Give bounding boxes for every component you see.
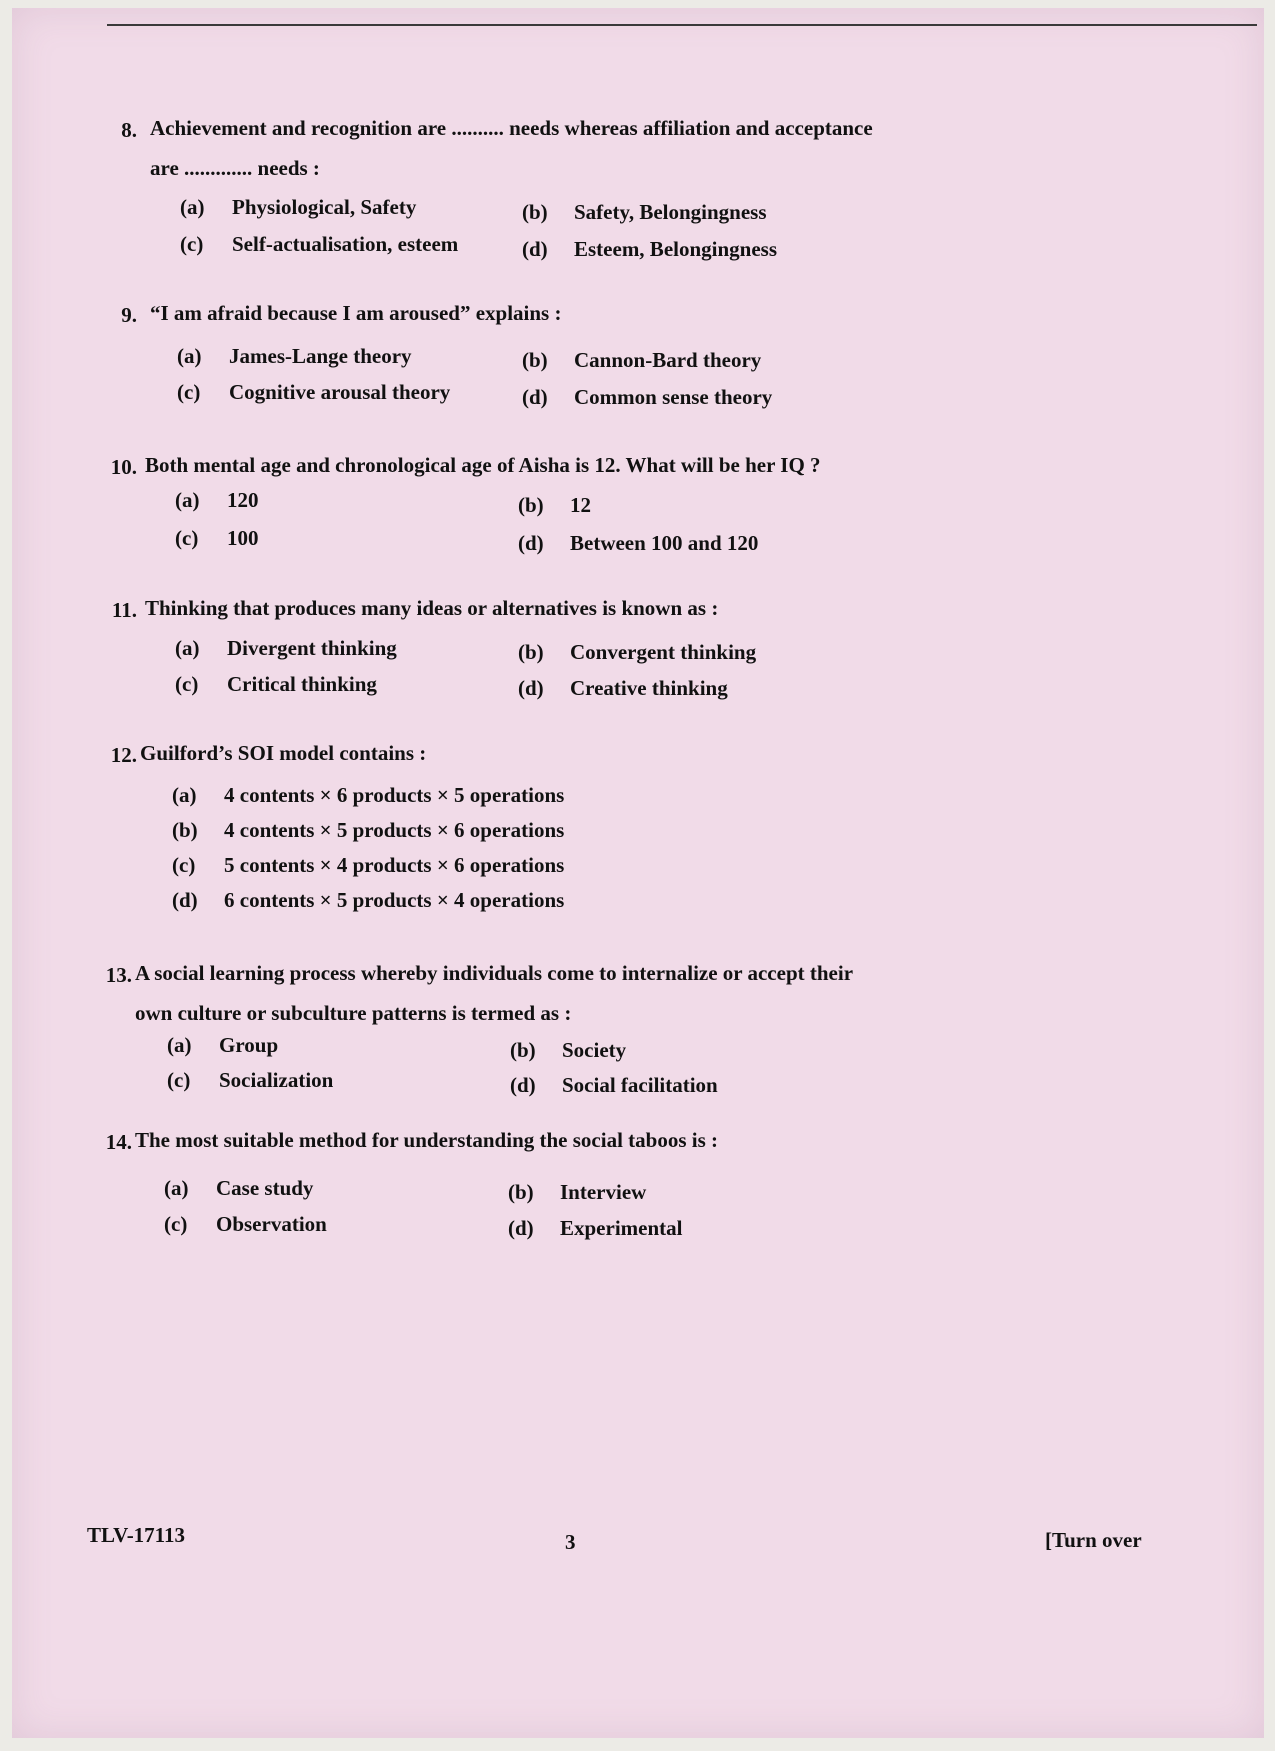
option-a: (a) 4 contents × 6 products × 5 operations (172, 783, 565, 807)
question-text-line-1: Guilford’s SOI model contains : (140, 741, 427, 765)
paper-code: TLV-17113 (87, 1523, 186, 1547)
question-number: 12. (110, 743, 137, 767)
option-d: (d) Social facilitation (510, 1073, 718, 1097)
question-number: 14. (105, 1130, 132, 1154)
option-c: (c) Critical thinking (175, 672, 377, 696)
page-number: 3 (565, 1530, 576, 1554)
question-text-line-1: The most suitable method for understanding the social taboos is : (135, 1128, 718, 1152)
option-a: (a) Divergent thinking (175, 636, 397, 660)
option-c: (c) Self-actualisation, esteem (180, 232, 459, 256)
option-a: (a) Physiological, Safety (180, 195, 417, 219)
top-rule (107, 24, 1257, 26)
option-b: (b) 12 (518, 493, 591, 517)
question-text-line-1: Achievement and recognition are .......... needs whereas affiliation and acceptance (150, 116, 873, 140)
option-a: (a) 120 (175, 488, 259, 512)
option-c: (c) Cognitive arousal theory (177, 380, 451, 404)
option-b: (b) Interview (508, 1180, 647, 1204)
question-text-line-2: are ............. needs : (150, 156, 320, 180)
question-text-line-1: A social learning process whereby individuals come to internalize or accept their (135, 961, 854, 985)
exam-page (12, 8, 1264, 1738)
question-text-line-2: own culture or subculture patterns is termed as : (135, 1001, 572, 1025)
question-number: 11. (111, 598, 137, 622)
option-a: (a) James-Lange theory (177, 344, 412, 368)
option-d: (d) Esteem, Belongingness (522, 237, 778, 261)
option-c: (c) 100 (175, 526, 259, 550)
question-number: 10. (110, 455, 137, 479)
option-b: (b) 4 contents × 5 products × 6 operations (172, 818, 565, 842)
option-d: (d) Creative thinking (518, 676, 728, 700)
option-d: (d) Experimental (508, 1216, 683, 1240)
option-d: (d) Common sense theory (522, 385, 773, 409)
option-d: (d) 6 contents × 5 products × 4 operations (172, 888, 565, 912)
question-number: 8. (121, 118, 137, 142)
question-number: 9. (121, 303, 137, 327)
question-text-line-1: “I am afraid because I am aroused” explains : (150, 301, 562, 325)
option-b: (b) Cannon-Bard theory (522, 348, 762, 372)
question-text-line-1: Both mental age and chronological age of Aisha is 12. What will be her IQ ? (145, 453, 821, 477)
option-c: (c) Observation (164, 1212, 327, 1236)
option-d: (d) Between 100 and 120 (518, 531, 759, 555)
option-a: (a) Group (167, 1033, 279, 1057)
option-b: (b) Convergent thinking (518, 640, 757, 664)
option-a: (a) Case study (164, 1176, 314, 1200)
option-b: (b) Safety, Belongingness (522, 200, 767, 224)
question-text-line-1: Thinking that produces many ideas or alternatives is known as : (145, 596, 719, 620)
option-c: (c) Socialization (167, 1068, 334, 1092)
turn-over-note: [Turn over (1045, 1528, 1142, 1552)
option-b: (b) Society (510, 1038, 627, 1062)
option-c: (c) 5 contents × 4 products × 6 operations (172, 853, 565, 877)
question-number: 13. (105, 963, 132, 987)
